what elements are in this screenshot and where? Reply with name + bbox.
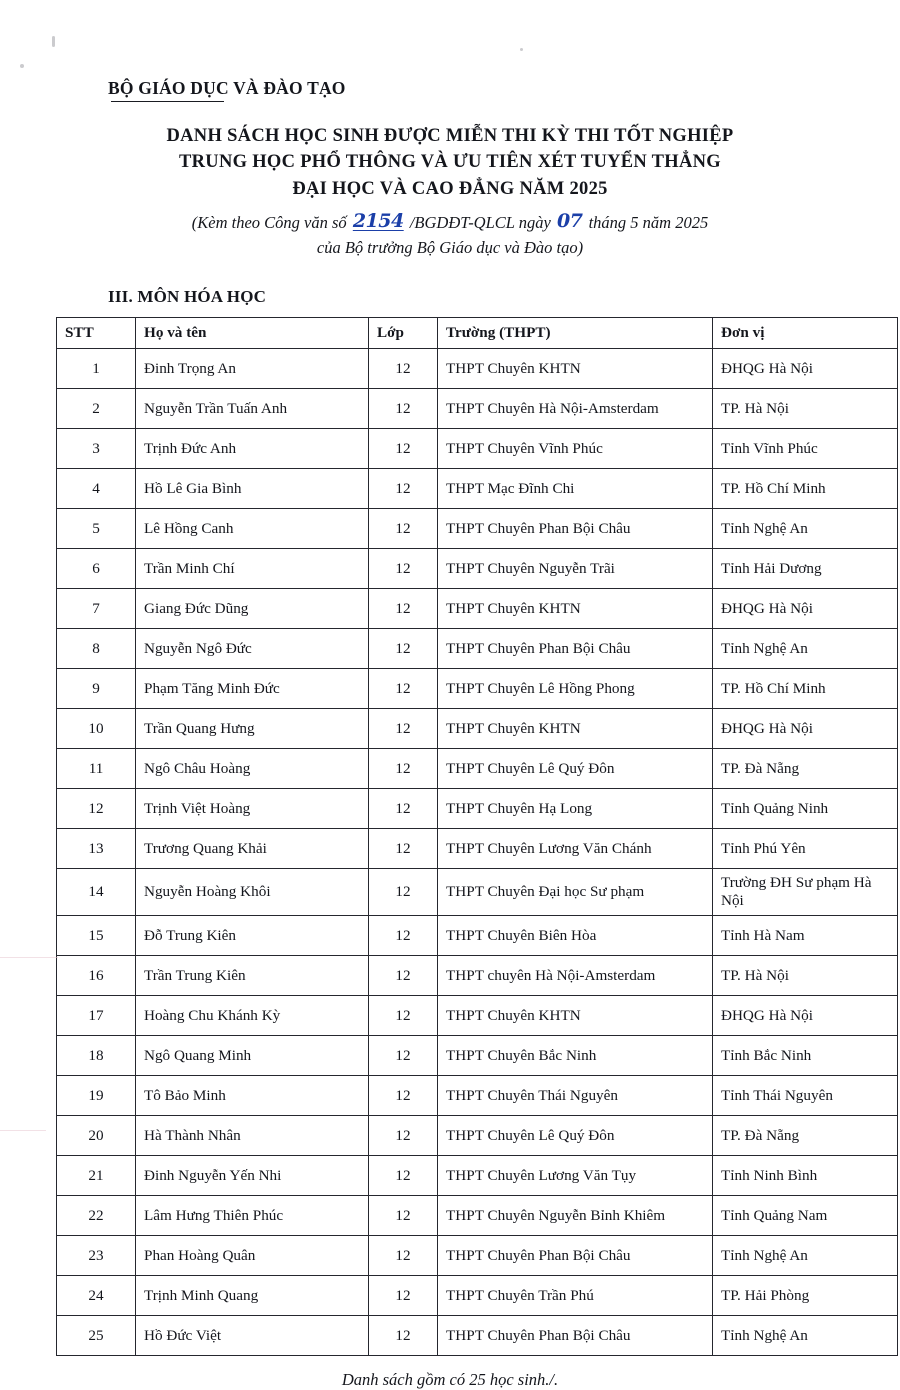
document-day-handwritten: 07	[557, 209, 583, 232]
cell-name: Giang Đức Dũng	[136, 589, 369, 629]
cell-name: Hồ Lê Gia Bình	[136, 469, 369, 509]
document-reference	[56, 208, 844, 261]
cell-class: 12	[369, 469, 438, 509]
cell-school: THPT Chuyên Hà Nội-Amsterdam	[438, 389, 713, 429]
cell-stt: 15	[57, 916, 136, 956]
cell-class: 12	[369, 509, 438, 549]
cell-class: 12	[369, 829, 438, 869]
cell-school: THPT Chuyên Lê Hồng Phong	[438, 669, 713, 709]
cell-name: Trịnh Minh Quang	[136, 1276, 369, 1316]
column-header-class: Lớp	[369, 318, 438, 349]
cell-name: Phạm Tăng Minh Đức	[136, 669, 369, 709]
cell-school: THPT Chuyên Hạ Long	[438, 789, 713, 829]
cell-name: Trịnh Việt Hoàng	[136, 789, 369, 829]
cell-stt: 8	[57, 629, 136, 669]
document-number-handwritten: 2154	[352, 209, 404, 232]
cell-stt: 2	[57, 389, 136, 429]
cell-name: Đỗ Trung Kiên	[136, 916, 369, 956]
cell-stt: 4	[57, 469, 136, 509]
ministry-name: BỘ GIÁO DỤC VÀ ĐÀO TẠO	[108, 78, 346, 98]
cell-school: THPT Chuyên Phan Bội Châu	[438, 629, 713, 669]
table-row	[57, 389, 898, 429]
cell-unit: Tỉnh Nghệ An	[713, 629, 898, 669]
cell-stt: 19	[57, 1076, 136, 1116]
cell-unit: TP. Hải Phòng	[713, 1276, 898, 1316]
cell-stt: 24	[57, 1276, 136, 1316]
table-row	[57, 869, 898, 916]
cell-class: 12	[369, 956, 438, 996]
cell-class: 12	[369, 1316, 438, 1356]
scan-hairline	[0, 957, 58, 958]
cell-unit: Tỉnh Quảng Nam	[713, 1196, 898, 1236]
cell-class: 12	[369, 669, 438, 709]
cell-class: 12	[369, 996, 438, 1036]
cell-stt: 21	[57, 1156, 136, 1196]
cell-school: THPT Chuyên Thái Nguyên	[438, 1076, 713, 1116]
cell-name: Ngô Châu Hoàng	[136, 749, 369, 789]
table-row	[57, 1156, 898, 1196]
cell-class: 12	[369, 916, 438, 956]
cell-unit: Tỉnh Bắc Ninh	[713, 1036, 898, 1076]
cell-name: Lâm Hưng Thiên Phúc	[136, 1196, 369, 1236]
table-row	[57, 629, 898, 669]
table-row	[57, 916, 898, 956]
section-heading: III. MÔN HÓA HỌC	[108, 287, 267, 307]
cell-class: 12	[369, 1276, 438, 1316]
table-row	[57, 789, 898, 829]
cell-stt: 7	[57, 589, 136, 629]
cell-school: THPT Chuyên Trần Phú	[438, 1276, 713, 1316]
cell-school: THPT Chuyên Nguyễn Trãi	[438, 549, 713, 589]
cell-unit: ĐHQG Hà Nội	[713, 349, 898, 389]
table-row	[57, 429, 898, 469]
cell-name: Lê Hồng Canh	[136, 509, 369, 549]
table-row	[57, 469, 898, 509]
cell-class: 12	[369, 589, 438, 629]
cell-stt: 17	[57, 996, 136, 1036]
cell-unit: TP. Hồ Chí Minh	[713, 469, 898, 509]
column-header-unit: Đơn vị	[713, 318, 898, 349]
scan-speckle	[52, 36, 55, 47]
cell-unit: Tỉnh Vĩnh Phúc	[713, 429, 898, 469]
column-header-name: Họ và tên	[136, 318, 369, 349]
document-title-block	[56, 123, 844, 261]
cell-school: THPT Chuyên Lê Quý Đôn	[438, 1116, 713, 1156]
table-row	[57, 749, 898, 789]
cell-name: Đinh Trọng An	[136, 349, 369, 389]
cell-name: Trương Quang Khải	[136, 829, 369, 869]
list-total-note: Danh sách gồm có 25 học sinh./.	[341, 1370, 559, 1390]
cell-class: 12	[369, 1196, 438, 1236]
cell-class: 12	[369, 349, 438, 389]
cell-name: Ngô Quang Minh	[136, 1036, 369, 1076]
cell-name: Hồ Đức Việt	[136, 1316, 369, 1356]
cell-stt: 14	[57, 869, 136, 916]
cell-name: Trần Minh Chí	[136, 549, 369, 589]
table-row	[57, 1036, 898, 1076]
cell-unit: Tỉnh Ninh Bình	[713, 1156, 898, 1196]
table-body	[57, 349, 898, 1356]
cell-name: Nguyễn Hoàng Khôi	[136, 869, 369, 916]
cell-name: Tô Bảo Minh	[136, 1076, 369, 1116]
cell-unit: ĐHQG Hà Nội	[713, 709, 898, 749]
cell-school: THPT Chuyên Bắc Ninh	[438, 1036, 713, 1076]
cell-school: THPT Chuyên Đại học Sư phạm	[438, 869, 713, 916]
reference-line-2: của Bộ trưởng Bộ Giáo dục và Đào tạo)	[316, 238, 584, 258]
table-header-row	[57, 318, 898, 349]
cell-unit: Trường ĐH Sư phạm Hà Nội	[713, 869, 898, 916]
cell-school: THPT Chuyên Lê Quý Đôn	[438, 749, 713, 789]
cell-stt: 16	[57, 956, 136, 996]
column-header-stt: STT	[57, 318, 136, 349]
cell-unit: Tỉnh Quảng Ninh	[713, 789, 898, 829]
cell-unit: Tỉnh Hải Dương	[713, 549, 898, 589]
table-row	[57, 1276, 898, 1316]
cell-class: 12	[369, 549, 438, 589]
title-line-3: ĐẠI HỌC VÀ CAO ĐẲNG NĂM 2025	[292, 178, 608, 199]
cell-class: 12	[369, 629, 438, 669]
cell-school: THPT Chuyên KHTN	[438, 349, 713, 389]
cell-name: Trịnh Đức Anh	[136, 429, 369, 469]
cell-school: THPT Chuyên Vĩnh Phúc	[438, 429, 713, 469]
cell-unit: Tỉnh Hà Nam	[713, 916, 898, 956]
cell-class: 12	[369, 749, 438, 789]
cell-name: Hà Thành Nhân	[136, 1116, 369, 1156]
cell-school: THPT Chuyên Nguyễn Bỉnh Khiêm	[438, 1196, 713, 1236]
cell-unit: Tỉnh Nghệ An	[713, 1316, 898, 1356]
cell-name: Trần Quang Hưng	[136, 709, 369, 749]
table-row	[57, 1196, 898, 1236]
cell-unit: TP. Đà Nẵng	[713, 1116, 898, 1156]
cell-class: 12	[369, 1116, 438, 1156]
cell-school: THPT chuyên Hà Nội-Amsterdam	[438, 956, 713, 996]
cell-school: THPT Chuyên Phan Bội Châu	[438, 1236, 713, 1276]
reference-middle: /BGDĐT-QLCL ngày	[409, 212, 551, 232]
cell-stt: 22	[57, 1196, 136, 1236]
cell-unit: Tỉnh Phú Yên	[713, 829, 898, 869]
cell-school: THPT Chuyên Lương Văn Chánh	[438, 829, 713, 869]
cell-stt: 1	[57, 349, 136, 389]
cell-stt: 6	[57, 549, 136, 589]
cell-stt: 12	[57, 789, 136, 829]
cell-unit: TP. Hà Nội	[713, 389, 898, 429]
cell-school: THPT Chuyên Lương Văn Tụy	[438, 1156, 713, 1196]
cell-name: Phan Hoàng Quân	[136, 1236, 369, 1276]
student-list-table	[56, 317, 898, 1356]
table-row	[57, 509, 898, 549]
cell-class: 12	[369, 429, 438, 469]
table-row	[57, 349, 898, 389]
cell-class: 12	[369, 1076, 438, 1116]
cell-school: THPT Chuyên KHTN	[438, 996, 713, 1036]
cell-unit: TP. Hồ Chí Minh	[713, 669, 898, 709]
table-row	[57, 1236, 898, 1276]
table-row	[57, 709, 898, 749]
cell-stt: 9	[57, 669, 136, 709]
cell-school: THPT Chuyên KHTN	[438, 589, 713, 629]
scan-hairline	[0, 1130, 46, 1131]
cell-stt: 5	[57, 509, 136, 549]
cell-stt: 25	[57, 1316, 136, 1356]
cell-class: 12	[369, 869, 438, 916]
cell-school: THPT Chuyên Phan Bội Châu	[438, 1316, 713, 1356]
cell-school: THPT Chuyên Biên Hòa	[438, 916, 713, 956]
table-row	[57, 956, 898, 996]
cell-unit: TP. Đà Nẵng	[713, 749, 898, 789]
cell-class: 12	[369, 709, 438, 749]
cell-stt: 3	[57, 429, 136, 469]
cell-unit: Tỉnh Thái Nguyên	[713, 1076, 898, 1116]
cell-unit: Tỉnh Nghệ An	[713, 509, 898, 549]
table-row	[57, 669, 898, 709]
cell-school: THPT Chuyên KHTN	[438, 709, 713, 749]
table-row	[57, 1316, 898, 1356]
table-row	[57, 996, 898, 1036]
cell-name: Nguyễn Ngô Đức	[136, 629, 369, 669]
cell-stt: 18	[57, 1036, 136, 1076]
cell-class: 12	[369, 389, 438, 429]
cell-stt: 23	[57, 1236, 136, 1276]
cell-class: 12	[369, 1156, 438, 1196]
column-header-school: Trường (THPT)	[438, 318, 713, 349]
cell-stt: 13	[57, 829, 136, 869]
table-row	[57, 589, 898, 629]
reference-after-day: tháng 5 năm 2025	[588, 212, 709, 232]
cell-class: 12	[369, 789, 438, 829]
table-row	[57, 829, 898, 869]
cell-class: 12	[369, 1236, 438, 1276]
title-line-1: DANH SÁCH HỌC SINH ĐƯỢC MIỄN THI KỲ THI TỐT NGHIỆP	[166, 126, 734, 146]
table-row	[57, 1116, 898, 1156]
cell-name: Trần Trung Kiên	[136, 956, 369, 996]
scan-speckle	[20, 64, 24, 68]
cell-stt: 10	[57, 709, 136, 749]
cell-name: Đinh Nguyễn Yến Nhi	[136, 1156, 369, 1196]
cell-class: 12	[369, 1036, 438, 1076]
cell-unit: ĐHQG Hà Nội	[713, 589, 898, 629]
table-row	[57, 1076, 898, 1116]
scan-speckle	[520, 48, 523, 51]
cell-stt: 20	[57, 1116, 136, 1156]
cell-name: Nguyễn Trần Tuấn Anh	[136, 389, 369, 429]
cell-name: Hoàng Chu Khánh Kỳ	[136, 996, 369, 1036]
cell-school: THPT Chuyên Phan Bội Châu	[438, 509, 713, 549]
cell-unit: Tỉnh Nghệ An	[713, 1236, 898, 1276]
title-line-2: TRUNG HỌC PHỔ THÔNG VÀ ƯU TIÊN XÉT TUYỂN THẲNG	[179, 152, 721, 173]
cell-school: THPT Mạc Đĩnh Chi	[438, 469, 713, 509]
cell-stt: 11	[57, 749, 136, 789]
table-row	[57, 549, 898, 589]
cell-unit: TP. Hà Nội	[713, 956, 898, 996]
reference-prefix: (Kèm theo Công văn số	[191, 212, 347, 232]
cell-unit: ĐHQG Hà Nội	[713, 996, 898, 1036]
